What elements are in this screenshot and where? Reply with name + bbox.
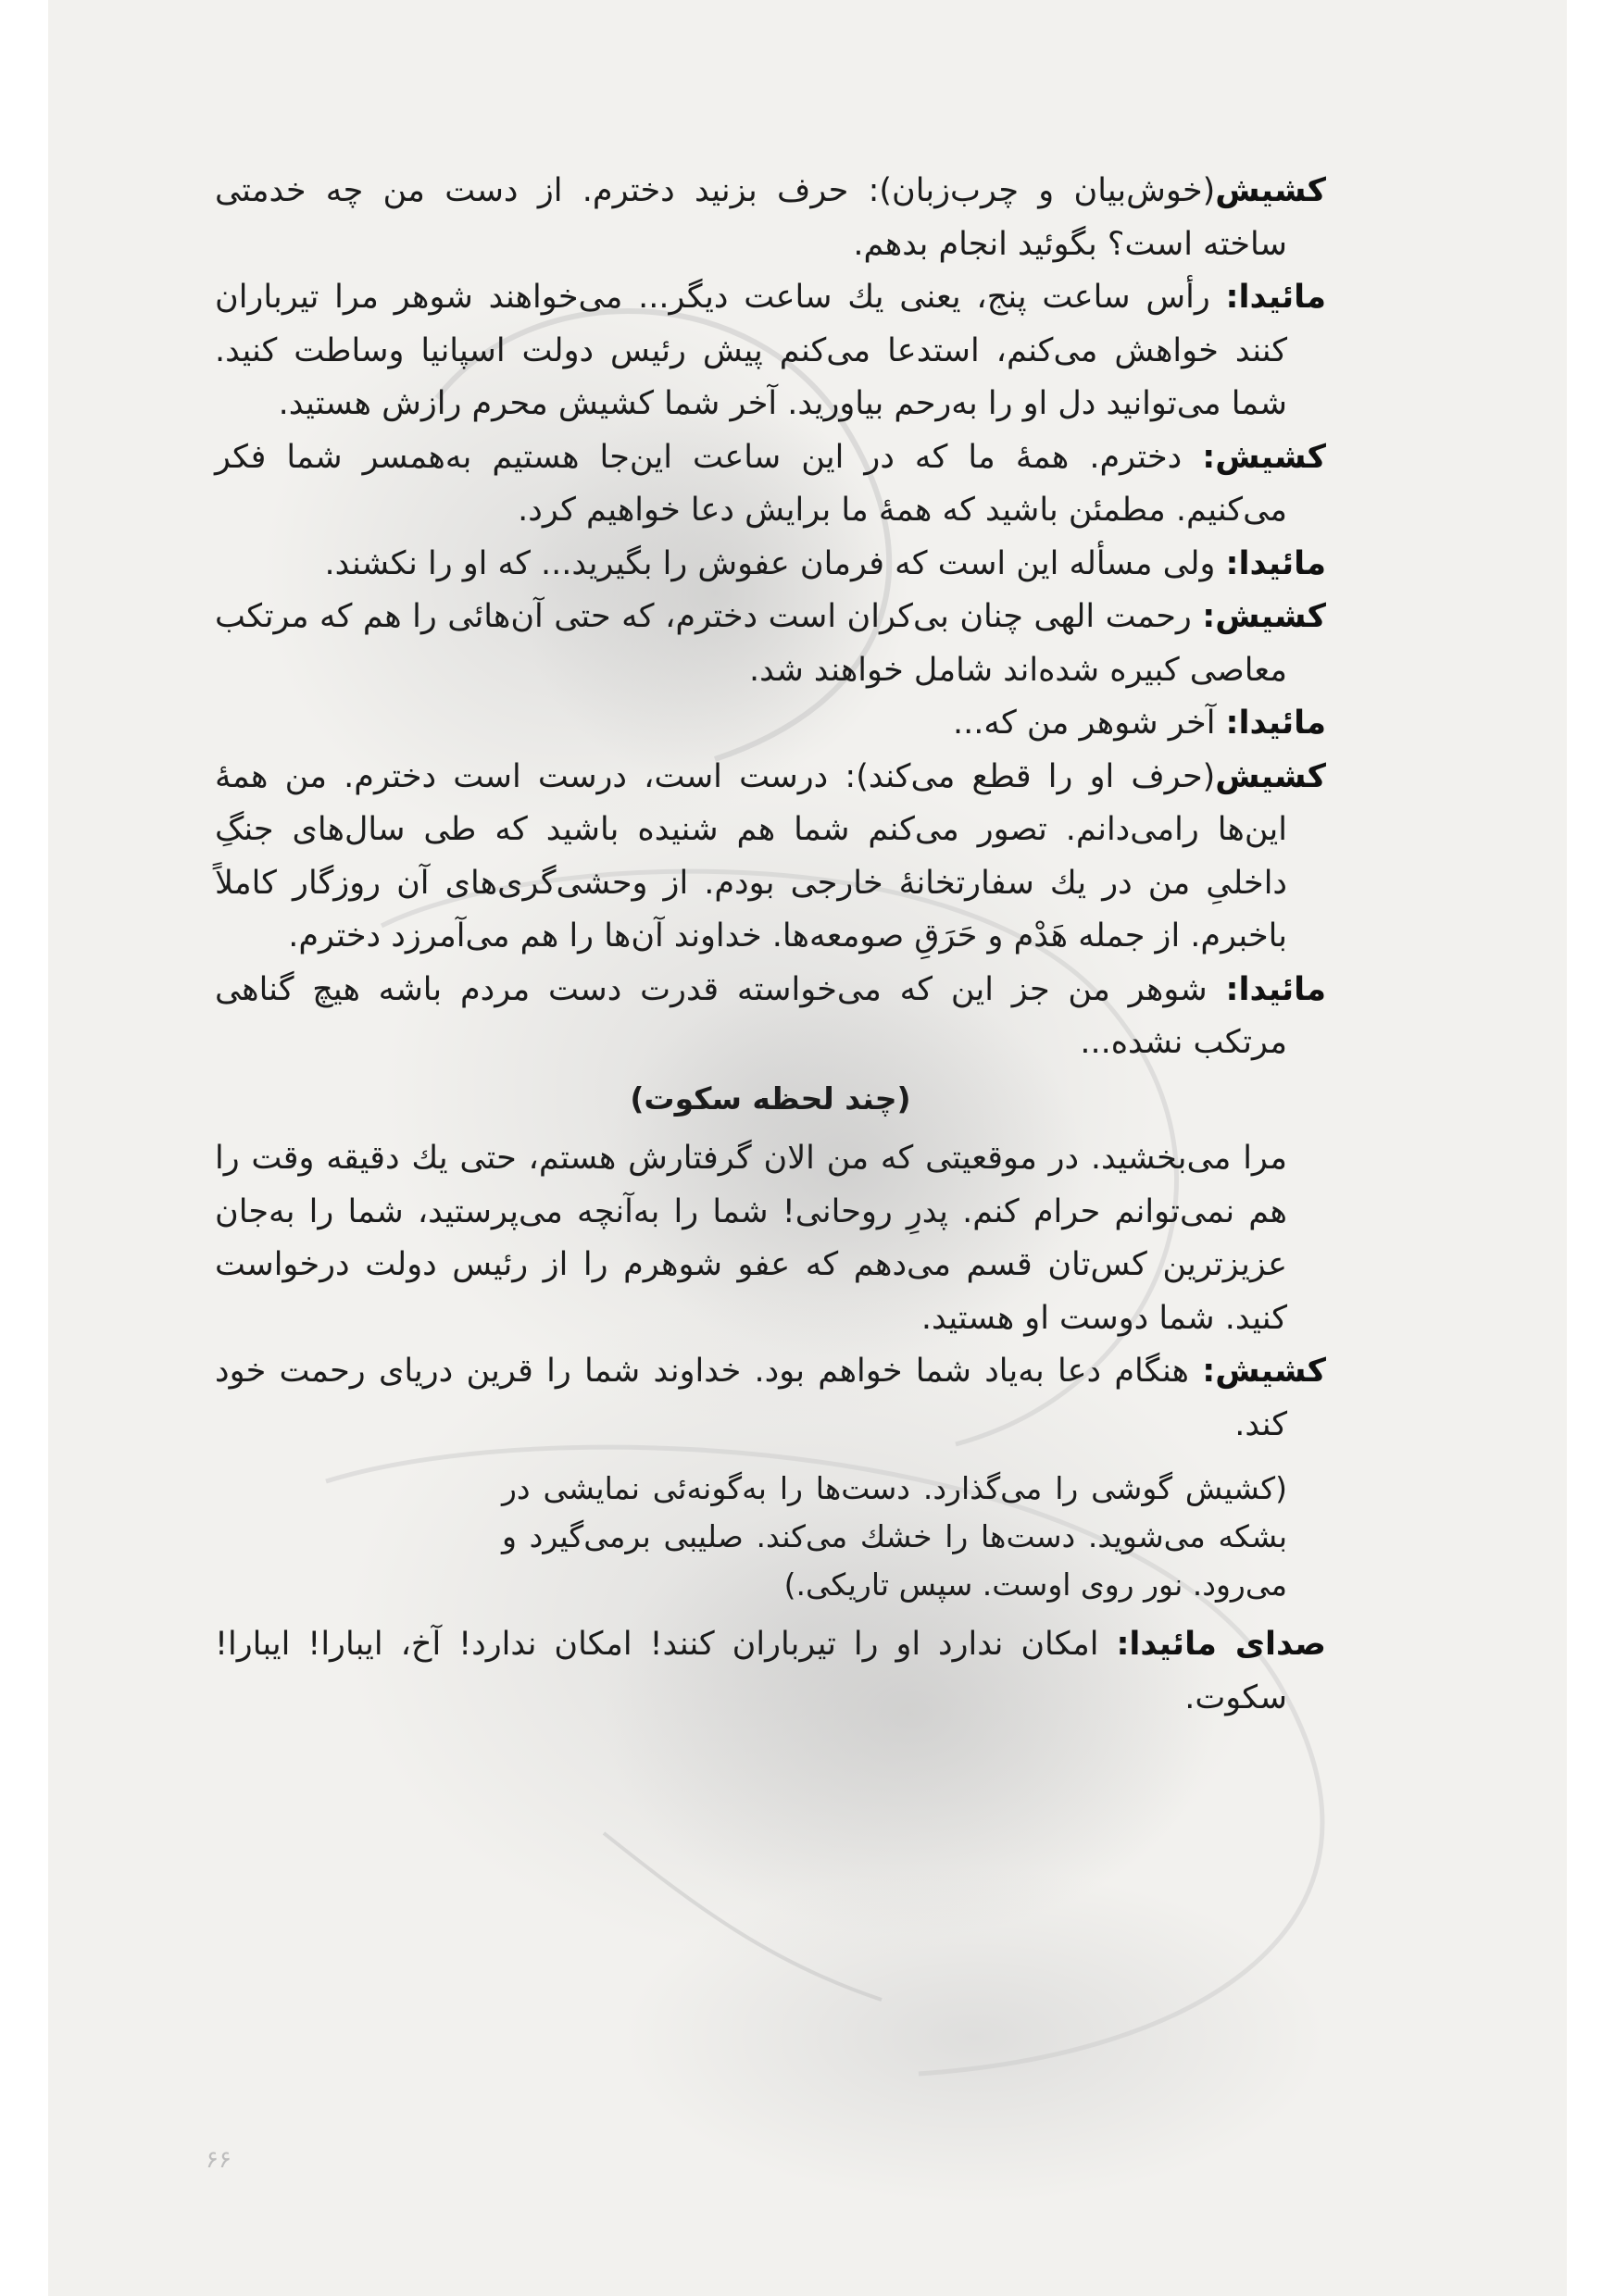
dialogue-text: ولی مسأله این است که فرمان عفوش را بگیرید... که او را نکشند.	[324, 544, 1226, 582]
dialogue-text: امکان ندارد او را تیرباران کنند! امکان ندارد! آخ، ایبارا! ایبارا! سکوت.	[215, 1626, 1287, 1716]
dialogue-line	[215, 1618, 1326, 1725]
dialogue-text: دخترم. همهٔ ما که در این ساعت این‌جا هستیم به‌همسر شما فکر می‌کنیم. مطمئن باشید که همهٔ ما برایش دعا خواهیم کرد.	[215, 438, 1287, 529]
stage-direction-silence: (چند لحظه سکوت)	[630, 1079, 911, 1117]
dialogue-line	[215, 697, 1326, 751]
speaker-name: کشیش:	[1202, 438, 1326, 476]
dialogue-text: رأس ساعت پنج، یعنی یك ساعت دیگر... می‌خواهند شوهر مرا تیرباران کنند خواهش می‌کنم، استدعا می‌کنم پیش رئیس دولت اسپانیا وساطت کنید. شما می‌توانید دل او را به‌رحم بیاورید. آخر شما کشیش محرم رازش هستید.	[215, 279, 1287, 422]
dialogue-line	[215, 591, 1326, 697]
page-number: ۶۶	[206, 2146, 232, 2174]
speaker-name: کشیش:	[1202, 598, 1326, 635]
dialogue-line	[215, 751, 1326, 964]
dialogue-line	[215, 165, 1326, 271]
dialogue-continuation: مرا می‌بخشید. در موقعیتی که من الان گرفتارش هستم، حتی یك دقیقه وقت را هم نمی‌توانم حرام کنم. پدرِ روحانی! شما را به‌آنچه می‌پرستید، شما را به‌جان عزیزترین کس‌تان قسم می‌دهم که عفو شوهرم را از رئیس دولت درخواست کنید. شما دوست او هستید.	[215, 1140, 1287, 1337]
play-script-body	[215, 165, 1326, 1725]
scanned-page	[48, 0, 1567, 2296]
speaker-name: کشیش	[1215, 757, 1326, 795]
speaker-name: مائیدا:	[1225, 705, 1326, 742]
speaker-name: مائیدا:	[1225, 970, 1326, 1008]
dialogue-line	[215, 964, 1326, 1070]
dialogue-line	[215, 431, 1326, 538]
stage-direction-block: (کشیش گوشی را می‌گذارد. دست‌ها را به‌گونه‌ئی نمایشی در بشکه می‌شوید. دست‌ها را خشك می‌کند. صلیبی برمی‌گیرد و می‌رود. نور روی اوست. سپس تاریکی.)	[502, 1470, 1287, 1603]
speaker-name: صدای مائیدا:	[1116, 1626, 1326, 1663]
dialogue-text: (خوش‌بیان و چرب‌زبان): حرف بزنید دخترم. از دست من چه خدمتی ساخته است؟ بگوئید انجام بدهم.	[215, 172, 1287, 263]
dialogue-text: رحمت الهی چنان بی‌کران است دخترم، که حتی آن‌هائی را هم که مرتکب معاصی کبیره شده‌اند شامل خواهند شد.	[215, 598, 1287, 689]
dialogue-text: آخر شوهر من که...	[953, 705, 1226, 742]
speaker-name: مائیدا:	[1225, 279, 1326, 316]
dialogue-text: (حرف او را قطع می‌کند): درست است، درست است دخترم. من همهٔ این‌ها رامی‌دانم. تصور می‌کنم شما هم شنیده باشید که طی سال‌های جنگِ داخلیِ من در یك سفارتخانهٔ خارجی بودم. از وحشی‌گری‌های آن روزگار کاملاً باخبرم. از جمله هَدْم و حَرَقِ صومعه‌ها. خداوند آن‌ها را هم می‌آمرزد دخترم.	[215, 757, 1287, 955]
dialogue-text: شوهر من جز این که می‌خواسته قدرت دست مردم باشه هیچ گناهی مرتکب نشده...	[215, 970, 1287, 1061]
dialogue-text: هنگام دعا به‌یاد شما خواهم بود. خداوند شما را قرین دریای رحمت خود کند.	[215, 1353, 1287, 1443]
dialogue-line	[215, 538, 1326, 592]
dialogue-line	[215, 271, 1326, 431]
speaker-name: کشیش:	[1202, 1353, 1326, 1390]
speaker-name: کشیش	[1215, 172, 1326, 209]
dialogue-line	[215, 1345, 1326, 1452]
speaker-name: مائیدا:	[1225, 544, 1326, 582]
